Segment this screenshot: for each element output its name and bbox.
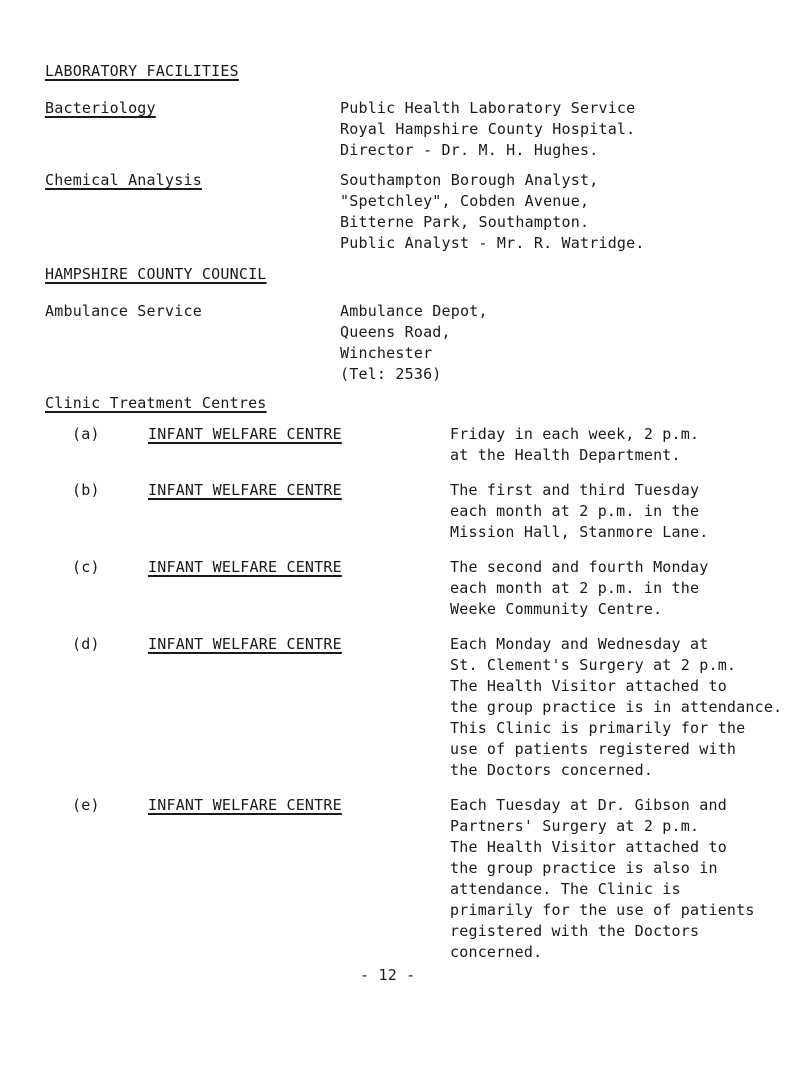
- centre-letter: (d): [72, 635, 100, 653]
- chemical-analysis-label: Chemical Analysis: [45, 171, 202, 189]
- centre-line: This Clinic is primarily for the: [450, 719, 746, 737]
- centre-line: The first and third Tuesday: [450, 481, 700, 499]
- centre-line: Weeke Community Centre.: [450, 600, 663, 618]
- centre-details: [450, 424, 699, 466]
- centre-letter: (c): [72, 558, 100, 576]
- centre-name: INFANT WELFARE CENTRE: [148, 558, 342, 576]
- centre-name: INFANT WELFARE CENTRE: [148, 635, 342, 653]
- centre-name: INFANT WELFARE CENTRE: [148, 796, 342, 814]
- ambulance-line: Winchester: [340, 344, 433, 362]
- centre-line: each month at 2 p.m. in the: [450, 579, 700, 597]
- centre-line: Each Monday and Wednesday at: [450, 635, 709, 653]
- chemical-line: Southampton Borough Analyst,: [340, 171, 599, 189]
- centre-line: Friday in each week, 2 p.m.: [450, 425, 700, 443]
- chemical-analysis-details: [340, 170, 645, 254]
- centre-details: [450, 557, 708, 620]
- centre-details: [450, 480, 708, 543]
- centre-line: The second and fourth Monday: [450, 558, 709, 576]
- page-heading: LABORATORY FACILITIES: [45, 62, 239, 80]
- council-heading: HAMPSHIRE COUNTY COUNCIL: [45, 265, 267, 283]
- centre-line: the group practice is in attendance.: [450, 698, 783, 716]
- centre-line: registered with the Doctors: [450, 922, 700, 940]
- chemical-line: "Spetchley", Cobden Avenue,: [340, 192, 590, 210]
- centre-line: the group practice is also in: [450, 859, 718, 877]
- bacteriology-line: Royal Hampshire County Hospital.: [340, 120, 636, 138]
- ambulance-label: Ambulance Service: [45, 302, 202, 320]
- centre-line: The Health Visitor attached to: [450, 677, 727, 695]
- centre-line: attendance. The Clinic is: [450, 880, 681, 898]
- centre-letter: (e): [72, 796, 100, 814]
- chemical-line: Bitterne Park, Southampton.: [340, 213, 590, 231]
- centre-letter: (a): [72, 425, 100, 443]
- ambulance-details: [340, 301, 488, 385]
- centre-line: the Doctors concerned.: [450, 761, 654, 779]
- page-number: - 12 -: [360, 966, 416, 984]
- centre-line: St. Clement's Surgery at 2 p.m.: [450, 656, 737, 674]
- clinic-heading: Clinic Treatment Centres: [45, 394, 267, 412]
- centre-name: INFANT WELFARE CENTRE: [148, 425, 342, 443]
- centre-line: Mission Hall, Stanmore Lane.: [450, 523, 709, 541]
- bacteriology-label: Bacteriology: [45, 99, 156, 117]
- centre-line: at the Health Department.: [450, 446, 681, 464]
- ambulance-line: Queens Road,: [340, 323, 451, 341]
- centre-name: INFANT WELFARE CENTRE: [148, 481, 342, 499]
- centre-line: Each Tuesday at Dr. Gibson and: [450, 796, 727, 814]
- ambulance-line: Ambulance Depot,: [340, 302, 488, 320]
- centre-line: each month at 2 p.m. in the: [450, 502, 700, 520]
- centre-line: concerned.: [450, 943, 543, 961]
- bacteriology-line: Public Health Laboratory Service: [340, 99, 636, 117]
- centre-line: primarily for the use of patients: [450, 901, 755, 919]
- bacteriology-details: [340, 98, 635, 161]
- chemical-line: Public Analyst - Mr. R. Watridge.: [340, 234, 645, 252]
- centre-letter: (b): [72, 481, 100, 499]
- ambulance-line: (Tel: 2536): [340, 365, 442, 383]
- centre-line: The Health Visitor attached to: [450, 838, 727, 856]
- centre-line: use of patients registered with: [450, 740, 737, 758]
- bacteriology-line: Director - Dr. M. H. Hughes.: [340, 141, 599, 159]
- centre-details: [450, 795, 755, 963]
- centre-details: [450, 634, 782, 781]
- centre-line: Partners' Surgery at 2 p.m.: [450, 817, 700, 835]
